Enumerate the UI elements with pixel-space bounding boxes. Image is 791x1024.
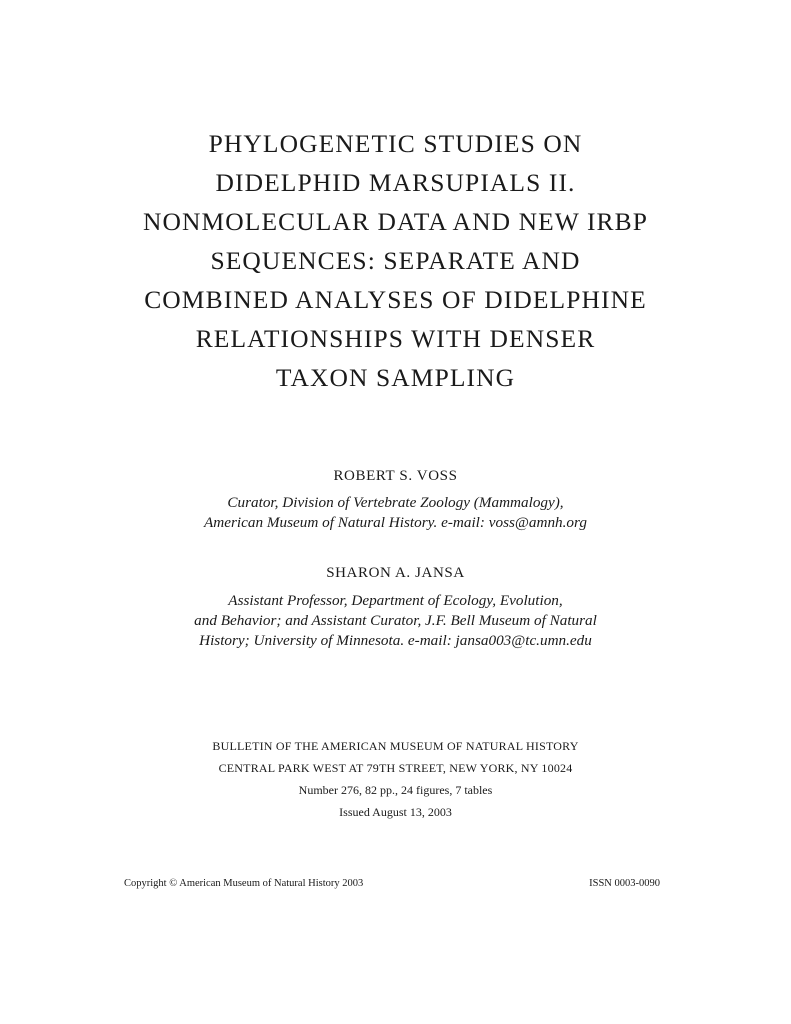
issn-number: ISSN 0003-0090	[589, 878, 660, 889]
issue-date: Issued August 13, 2003	[339, 805, 452, 819]
title-line: COMBINED ANALYSES OF DIDELPHINE	[144, 285, 647, 314]
title-line: DIDELPHID MARSUPIALS II.	[215, 168, 576, 197]
title-line: NONMOLECULAR DATA AND NEW IRBP	[142, 207, 649, 236]
copyright-notice: Copyright © American Museum of Natural History 2003	[124, 878, 364, 889]
author-affiliation-2	[0, 591, 791, 651]
affiliation-line: American Museum of Natural History. e-mail: voss@amnh.org	[204, 514, 587, 531]
affiliation-line: History; University of Minnesota. e-mail: jansa003@tc.umn.edu	[199, 632, 592, 649]
bulletin-info	[0, 735, 791, 823]
publication-name: BULLETIN OF THE AMERICAN MUSEUM OF NATURAL HISTORY	[212, 739, 579, 753]
publication-details: Number 276, 82 pp., 24 figures, 7 tables	[298, 783, 493, 797]
author-name-1: ROBERT S. VOSS	[333, 468, 458, 484]
publisher-address: CENTRAL PARK WEST AT 79TH STREET, NEW YORK, NY 10024	[218, 761, 573, 775]
document-title	[0, 124, 791, 397]
author-affiliation-1	[0, 493, 791, 533]
affiliation-line: Assistant Professor, Department of Ecology, Evolution,	[228, 592, 563, 609]
title-line: RELATIONSHIPS WITH DENSER	[195, 324, 596, 353]
affiliation-line: Curator, Division of Vertebrate Zoology (Mammalogy),	[227, 494, 564, 511]
title-line: PHYLOGENETIC STUDIES ON	[208, 129, 583, 158]
author-name-2: SHARON A. JANSA	[326, 565, 465, 581]
title-line: TAXON SAMPLING	[275, 363, 516, 392]
title-line: SEQUENCES: SEPARATE AND	[210, 246, 581, 275]
affiliation-line: and Behavior; and Assistant Curator, J.F. Bell Museum of Natural	[194, 612, 597, 629]
